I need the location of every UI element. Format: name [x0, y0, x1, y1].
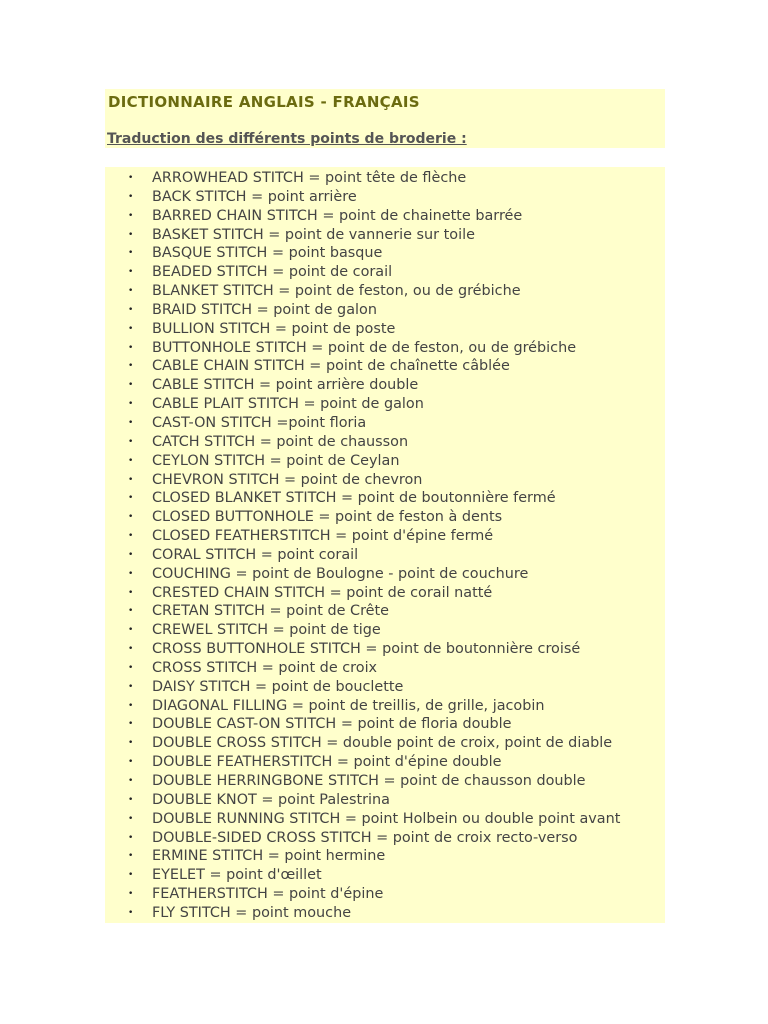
bullet-icon: •: [128, 832, 134, 843]
list-item: [105, 602, 665, 621]
list-item: [105, 772, 665, 791]
list-item: [105, 376, 665, 395]
list-item: [105, 508, 665, 527]
glossary-entry-text: DOUBLE RUNNING STITCH = point Holbein ou double point avant: [152, 810, 621, 827]
bullet-icon: •: [128, 474, 134, 485]
list-item: [105, 395, 665, 414]
bullet-icon: •: [128, 210, 134, 221]
glossary-entry-text: CORAL STITCH = point corail: [152, 546, 359, 563]
glossary-entry-text: CABLE CHAIN STITCH = point de chaînette câblée: [152, 358, 510, 375]
glossary-entry-text: BACK STITCH = point arrière: [152, 188, 357, 205]
bullet-icon: •: [128, 173, 134, 183]
glossary-entry-text: DOUBLE FEATHERSTITCH = point d'épine double: [152, 754, 502, 771]
glossary-entry-text: EYELET = point d'œillet: [152, 867, 322, 884]
list-item: [105, 829, 665, 848]
glossary-entry-text: CLOSED FEATHERSTITCH = point d'épine fermé: [152, 528, 494, 545]
list-item: [105, 471, 665, 490]
list-item: [105, 244, 665, 263]
list-item: [105, 282, 665, 301]
list-item: [105, 169, 665, 188]
list-item: [105, 565, 665, 584]
bullet-icon: •: [128, 512, 134, 523]
glossary-entry-text: CAST-ON STITCH =point floria: [152, 414, 367, 431]
glossary-entry-text: BASKET STITCH = point de vannerie sur toile: [152, 226, 475, 243]
glossary-list: [105, 169, 665, 923]
bullet-icon: •: [128, 417, 134, 428]
list-item: [105, 226, 665, 245]
glossary-entry-text: COUCHING = point de Boulogne - point de couchure: [152, 565, 529, 582]
list-item: [105, 546, 665, 565]
bullet-icon: •: [128, 681, 134, 692]
list-item: [105, 904, 665, 923]
glossary-entry-text: CHEVRON STITCH = point de chevron: [152, 471, 423, 488]
list-item: [105, 659, 665, 678]
list-item: [105, 866, 665, 885]
bullet-icon: •: [128, 587, 134, 598]
bullet-icon: •: [128, 361, 134, 372]
list-item: [105, 527, 665, 546]
list-item: [105, 678, 665, 697]
list-item: [105, 339, 665, 358]
list-item: [105, 357, 665, 376]
list-item: [105, 584, 665, 603]
bullet-icon: •: [128, 436, 134, 447]
glossary-entry-text: CROSS STITCH = point de croix: [152, 659, 378, 676]
bullet-icon: •: [128, 794, 134, 805]
bullet-icon: •: [128, 493, 134, 504]
bullet-icon: •: [128, 851, 134, 862]
bullet-icon: •: [128, 719, 134, 730]
bullet-icon: •: [128, 323, 134, 334]
glossary-entry-text: BULLION STITCH = point de poste: [152, 320, 396, 337]
glossary-entry-text: BARRED CHAIN STITCH = point de chainette barrée: [152, 207, 523, 224]
list-item: [105, 715, 665, 734]
glossary-entry-text: FLY STITCH = point mouche: [152, 904, 352, 921]
list-item: [105, 207, 665, 226]
glossary-entry-text: BASQUE STITCH = point basque: [152, 245, 383, 262]
glossary-entry-text: DOUBLE CROSS STITCH = double point de croix, point de diable: [152, 735, 613, 752]
list-item: [105, 697, 665, 716]
bullet-icon: •: [128, 889, 134, 900]
bullet-icon: •: [128, 342, 134, 353]
bullet-icon: •: [128, 813, 134, 824]
glossary-entry-text: BLANKET STITCH = point de feston, ou de grébiche: [152, 283, 521, 300]
list-item: [105, 640, 665, 659]
bullet-icon: •: [128, 700, 134, 711]
glossary-entry-text: DOUBLE KNOT = point Palestrina: [152, 791, 390, 808]
glossary-entry-text: BEADED STITCH = point de corail: [152, 264, 393, 281]
list-item: [105, 847, 665, 866]
glossary-entry-text: BUTTONHOLE STITCH = point de de feston, ou de grébiche: [152, 339, 577, 356]
bullet-icon: •: [128, 531, 134, 542]
bullet-icon: •: [128, 399, 134, 410]
glossary-entry-text: ARROWHEAD STITCH = point tête de flèche: [152, 170, 467, 186]
list-item: [105, 810, 665, 829]
list-item: [105, 320, 665, 339]
bullet-icon: •: [128, 455, 134, 466]
glossary-entry-text: ERMINE STITCH = point hermine: [152, 848, 386, 865]
title-panel: [105, 89, 665, 148]
glossary-entry-text: DOUBLE HERRINGBONE STITCH = point de chausson double: [152, 773, 586, 789]
glossary-entry-text: CABLE STITCH = point arrière double: [152, 377, 419, 394]
list-item: [105, 433, 665, 452]
glossary-entry-text: CREWEL STITCH = point de tige: [152, 622, 381, 639]
glossary-entry-text: FEATHERSTITCH = point d'épine: [152, 886, 384, 903]
glossary-entry-text: CRETAN STITCH = point de Crête: [152, 603, 390, 620]
bullet-icon: •: [128, 776, 134, 786]
list-item: [105, 621, 665, 640]
bullet-icon: •: [128, 267, 134, 278]
bullet-icon: •: [128, 644, 134, 655]
bullet-icon: •: [128, 662, 134, 673]
list-item: [105, 301, 665, 320]
bullet-icon: •: [128, 568, 134, 579]
bullet-icon: •: [128, 304, 134, 315]
glossary-panel: [105, 167, 665, 923]
list-item: [105, 263, 665, 282]
list-item: [105, 188, 665, 207]
glossary-entry-text: CLOSED BLANKET STITCH = point de boutonnière fermé: [152, 490, 556, 507]
glossary-entry-text: CABLE PLAIT STITCH = point de galon: [152, 396, 424, 413]
glossary-entry-text: CRESTED CHAIN STITCH = point de corail natté: [152, 584, 493, 601]
glossary-entry-text: DOUBLE-SIDED CROSS STITCH = point de croix recto-verso: [152, 829, 578, 846]
page-subtitle: Traduction des différents points de broderie :: [107, 131, 467, 147]
bullet-icon: •: [128, 606, 134, 617]
glossary-entry-text: BRAID STITCH = point de galon: [152, 301, 377, 318]
list-item: [105, 452, 665, 471]
glossary-entry-text: DAISY STITCH = point de bouclette: [152, 678, 404, 695]
list-item: [105, 489, 665, 508]
bullet-icon: •: [128, 191, 134, 202]
list-item: [105, 753, 665, 772]
bullet-icon: •: [128, 229, 134, 240]
glossary-entry-text: CEYLON STITCH = point de Ceylan: [152, 452, 400, 469]
bullet-icon: •: [128, 625, 134, 636]
page-title: DICTIONNAIRE ANGLAIS - FRANÇAIS: [108, 93, 420, 111]
list-item: [105, 734, 665, 753]
bullet-icon: •: [128, 907, 134, 918]
bullet-icon: •: [128, 286, 134, 297]
bullet-icon: •: [128, 248, 134, 259]
bullet-icon: •: [128, 380, 134, 391]
bullet-icon: •: [128, 549, 134, 560]
glossary-entry-text: CROSS BUTTONHOLE STITCH = point de boutonnière croisé: [152, 641, 581, 658]
list-item: [105, 885, 665, 904]
bullet-icon: •: [128, 757, 134, 768]
bullet-icon: •: [128, 870, 134, 881]
bullet-icon: •: [128, 738, 134, 749]
list-item: [105, 791, 665, 810]
glossary-entry-text: DOUBLE CAST-ON STITCH = point de floria double: [152, 716, 512, 733]
list-item: [105, 414, 665, 433]
glossary-entry-text: CATCH STITCH = point de chausson: [152, 433, 409, 450]
glossary-entry-text: CLOSED BUTTONHOLE = point de feston à dents: [152, 509, 503, 526]
glossary-entry-text: DIAGONAL FILLING = point de treillis, de grille, jacobin: [152, 697, 545, 714]
